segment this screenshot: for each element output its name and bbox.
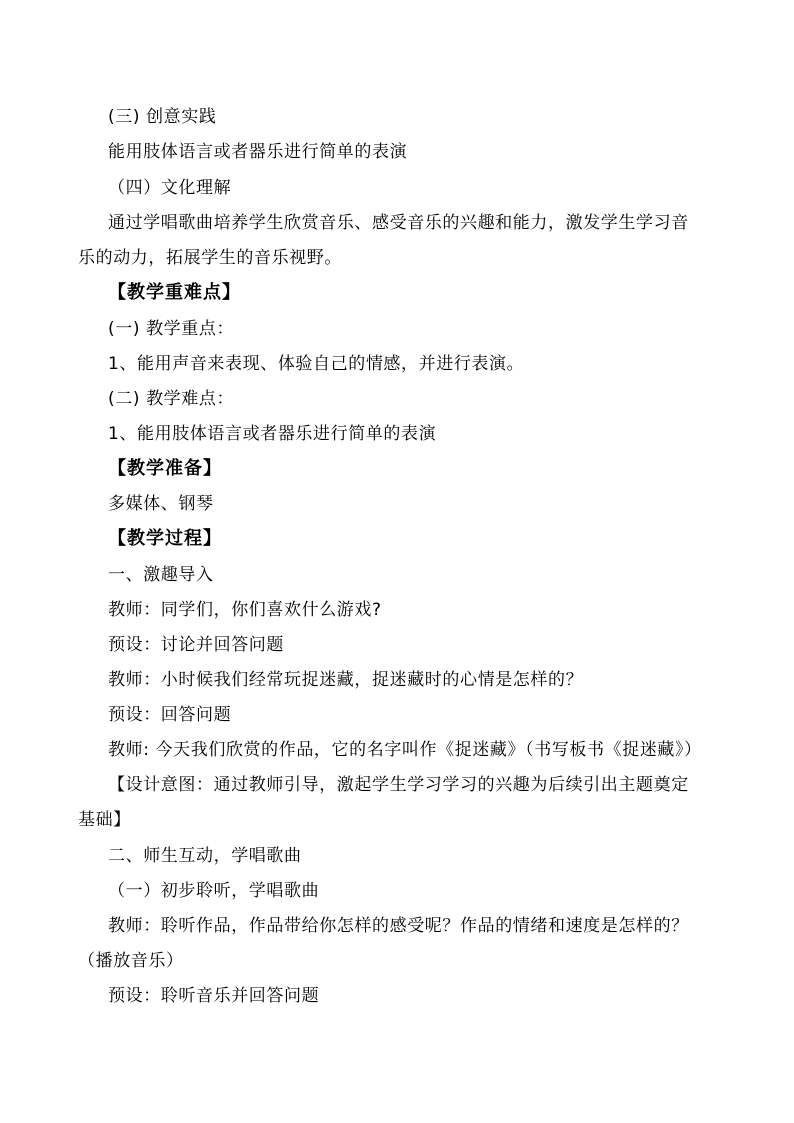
dialogue-teacher-3: 教师: 今天我们欣赏的作品，它的名字叫作《捉迷藏》（书写板书《捉迷藏》） [108, 740, 702, 760]
dialogue-expected-4: 预设：聆听音乐并回答问题 [108, 986, 320, 1006]
design-intent-line-2: 基础】 [78, 810, 131, 830]
paragraph-cultural-goal-line-2: 乐的动力，拓展学生的音乐视野。 [78, 248, 342, 268]
subheading-teaching-difficulty: (二) 教学难点： [108, 389, 235, 409]
section-creative-practice: (三) 创意实践 [108, 107, 217, 127]
teaching-preparation-items: 多媒体、钢琴 [108, 494, 214, 514]
heading-teaching-preparation: 【教学准备】 [108, 458, 222, 479]
dialogue-teacher-4-line-2: （播放音乐） [78, 951, 184, 971]
heading-teaching-process: 【教学过程】 [108, 528, 222, 549]
process-step-1-title: 一、激趣导入 [108, 565, 214, 585]
paragraph-creative-practice-goal: 能用肢体语言或者器乐进行简单的表演 [108, 142, 408, 162]
dialogue-expected-1: 预设：讨论并回答问题 [108, 635, 284, 655]
teaching-focus-item-1: 1、能用声音来表现、体验自己的情感，并进行表演。 [108, 354, 525, 374]
paragraph-cultural-goal-line-1: 通过学唱歌曲培养学生欣赏音乐、感受音乐的兴趣和能力，激发学生学习音 [108, 213, 689, 233]
design-intent-line-1: 【设计意图：通过教师引导，激起学生学习学习的兴趣为后续引出主题奠定 [108, 775, 689, 795]
section-cultural-understanding: （四）文化理解 [108, 178, 232, 198]
subheading-teaching-focus: (一) 教学重点： [108, 319, 235, 339]
process-step-2-sub-1: （一）初步聆听，学唱歌曲 [108, 881, 320, 901]
dialogue-teacher-2: 教师：小时候我们经常玩捉迷藏，捉迷藏时的心情是怎样的？ [108, 670, 584, 690]
dialogue-teacher-4-line-1: 教师：聆听作品，作品带给你怎样的感受呢？作品的情绪和速度是怎样的？ [108, 916, 689, 936]
dialogue-expected-2: 预设：回答问题 [108, 705, 232, 725]
dialogue-teacher-1: 教师：同学们，你们喜欢什么游戏? [108, 600, 382, 620]
heading-teaching-focus-difficulty: 【教学重难点】 [108, 282, 241, 303]
process-step-2-title: 二、师生互动，学唱歌曲 [108, 846, 302, 866]
teaching-difficulty-item-1: 1、能用肢体语言或者器乐进行简单的表演 [108, 424, 437, 444]
